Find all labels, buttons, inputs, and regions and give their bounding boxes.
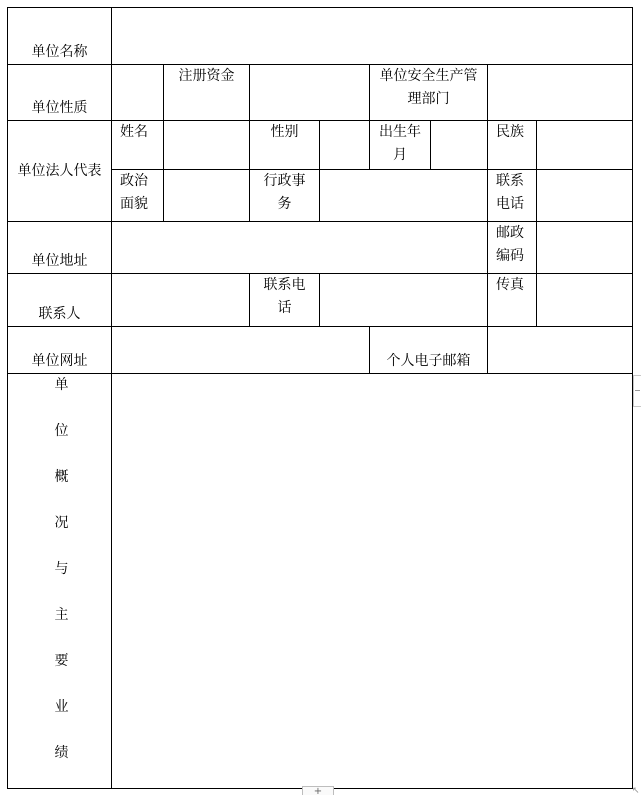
overview-char: 位 [54, 423, 69, 439]
contact-phone-value-cell[interactable] [537, 170, 633, 222]
table-bottom-bar [0, 786, 641, 796]
label-admin-position: 行政事务 [250, 170, 320, 222]
label-legal-representative: 单位法人代表 [8, 121, 112, 222]
unit-website-value-cell[interactable] [112, 327, 370, 374]
label-unit-overview [8, 374, 112, 789]
row-insert-marker[interactable] [633, 375, 641, 407]
overview-char: 概 [54, 469, 69, 485]
overview-char: 况 [54, 515, 69, 531]
label-ethnicity: 民族 [488, 121, 537, 170]
personal-email-value-cell[interactable] [488, 327, 633, 374]
overview-char: 绩 [54, 745, 69, 761]
overview-char: 要 [54, 653, 69, 669]
label-unit-name: 单位名称 [8, 8, 112, 65]
label-safety-dept: 单位安全生产管理部门 [370, 65, 488, 121]
label-fax: 传真 [488, 274, 537, 327]
registered-capital-value-cell[interactable] [250, 65, 370, 121]
ethnicity-value-cell[interactable] [537, 121, 633, 170]
postal-code-value-cell[interactable] [537, 222, 633, 274]
label-contact-phone-2: 联系电话 [250, 274, 320, 327]
fax-value-cell[interactable] [537, 274, 633, 327]
add-row-button[interactable]: + [302, 786, 334, 795]
label-political-status: 政治面貌 [112, 170, 164, 222]
political-status-value-cell[interactable] [164, 170, 250, 222]
contact-person-value-cell[interactable] [112, 274, 250, 327]
unit-name-value-cell[interactable] [112, 8, 633, 65]
label-contact-person: 联系人 [8, 274, 112, 327]
unit-address-value-cell[interactable] [112, 222, 488, 274]
contact-phone-2-value-cell[interactable] [320, 274, 488, 327]
safety-dept-value-cell[interactable] [488, 65, 633, 121]
resize-handle-icon[interactable]: ↖ [632, 786, 640, 796]
label-registered-capital: 注册资金 [164, 65, 250, 121]
overview-char: 业 [54, 699, 69, 715]
label-contact-phone: 联系电话 [488, 170, 537, 222]
unit-nature-value-cell[interactable] [112, 65, 164, 121]
registration-form-table [7, 7, 633, 789]
gender-value-cell[interactable] [320, 121, 370, 170]
overview-char: 单 [54, 377, 69, 393]
label-name: 姓名 [112, 121, 164, 170]
overview-char: 与 [54, 561, 69, 577]
label-postal-code: 邮政编码 [488, 222, 537, 274]
label-unit-nature: 单位性质 [8, 65, 112, 121]
unit-overview-value-cell[interactable] [112, 374, 633, 789]
overview-char: 主 [54, 607, 69, 623]
label-gender: 性别 [250, 121, 320, 170]
label-unit-website: 单位网址 [8, 327, 112, 374]
label-personal-email: 个人电子邮箱 [370, 327, 488, 374]
admin-position-value-cell[interactable] [320, 170, 488, 222]
name-value-cell[interactable] [164, 121, 250, 170]
birth-date-value-cell[interactable] [431, 121, 488, 170]
label-birth-date: 出生年月 [370, 121, 431, 170]
label-unit-address: 单位地址 [8, 222, 112, 274]
